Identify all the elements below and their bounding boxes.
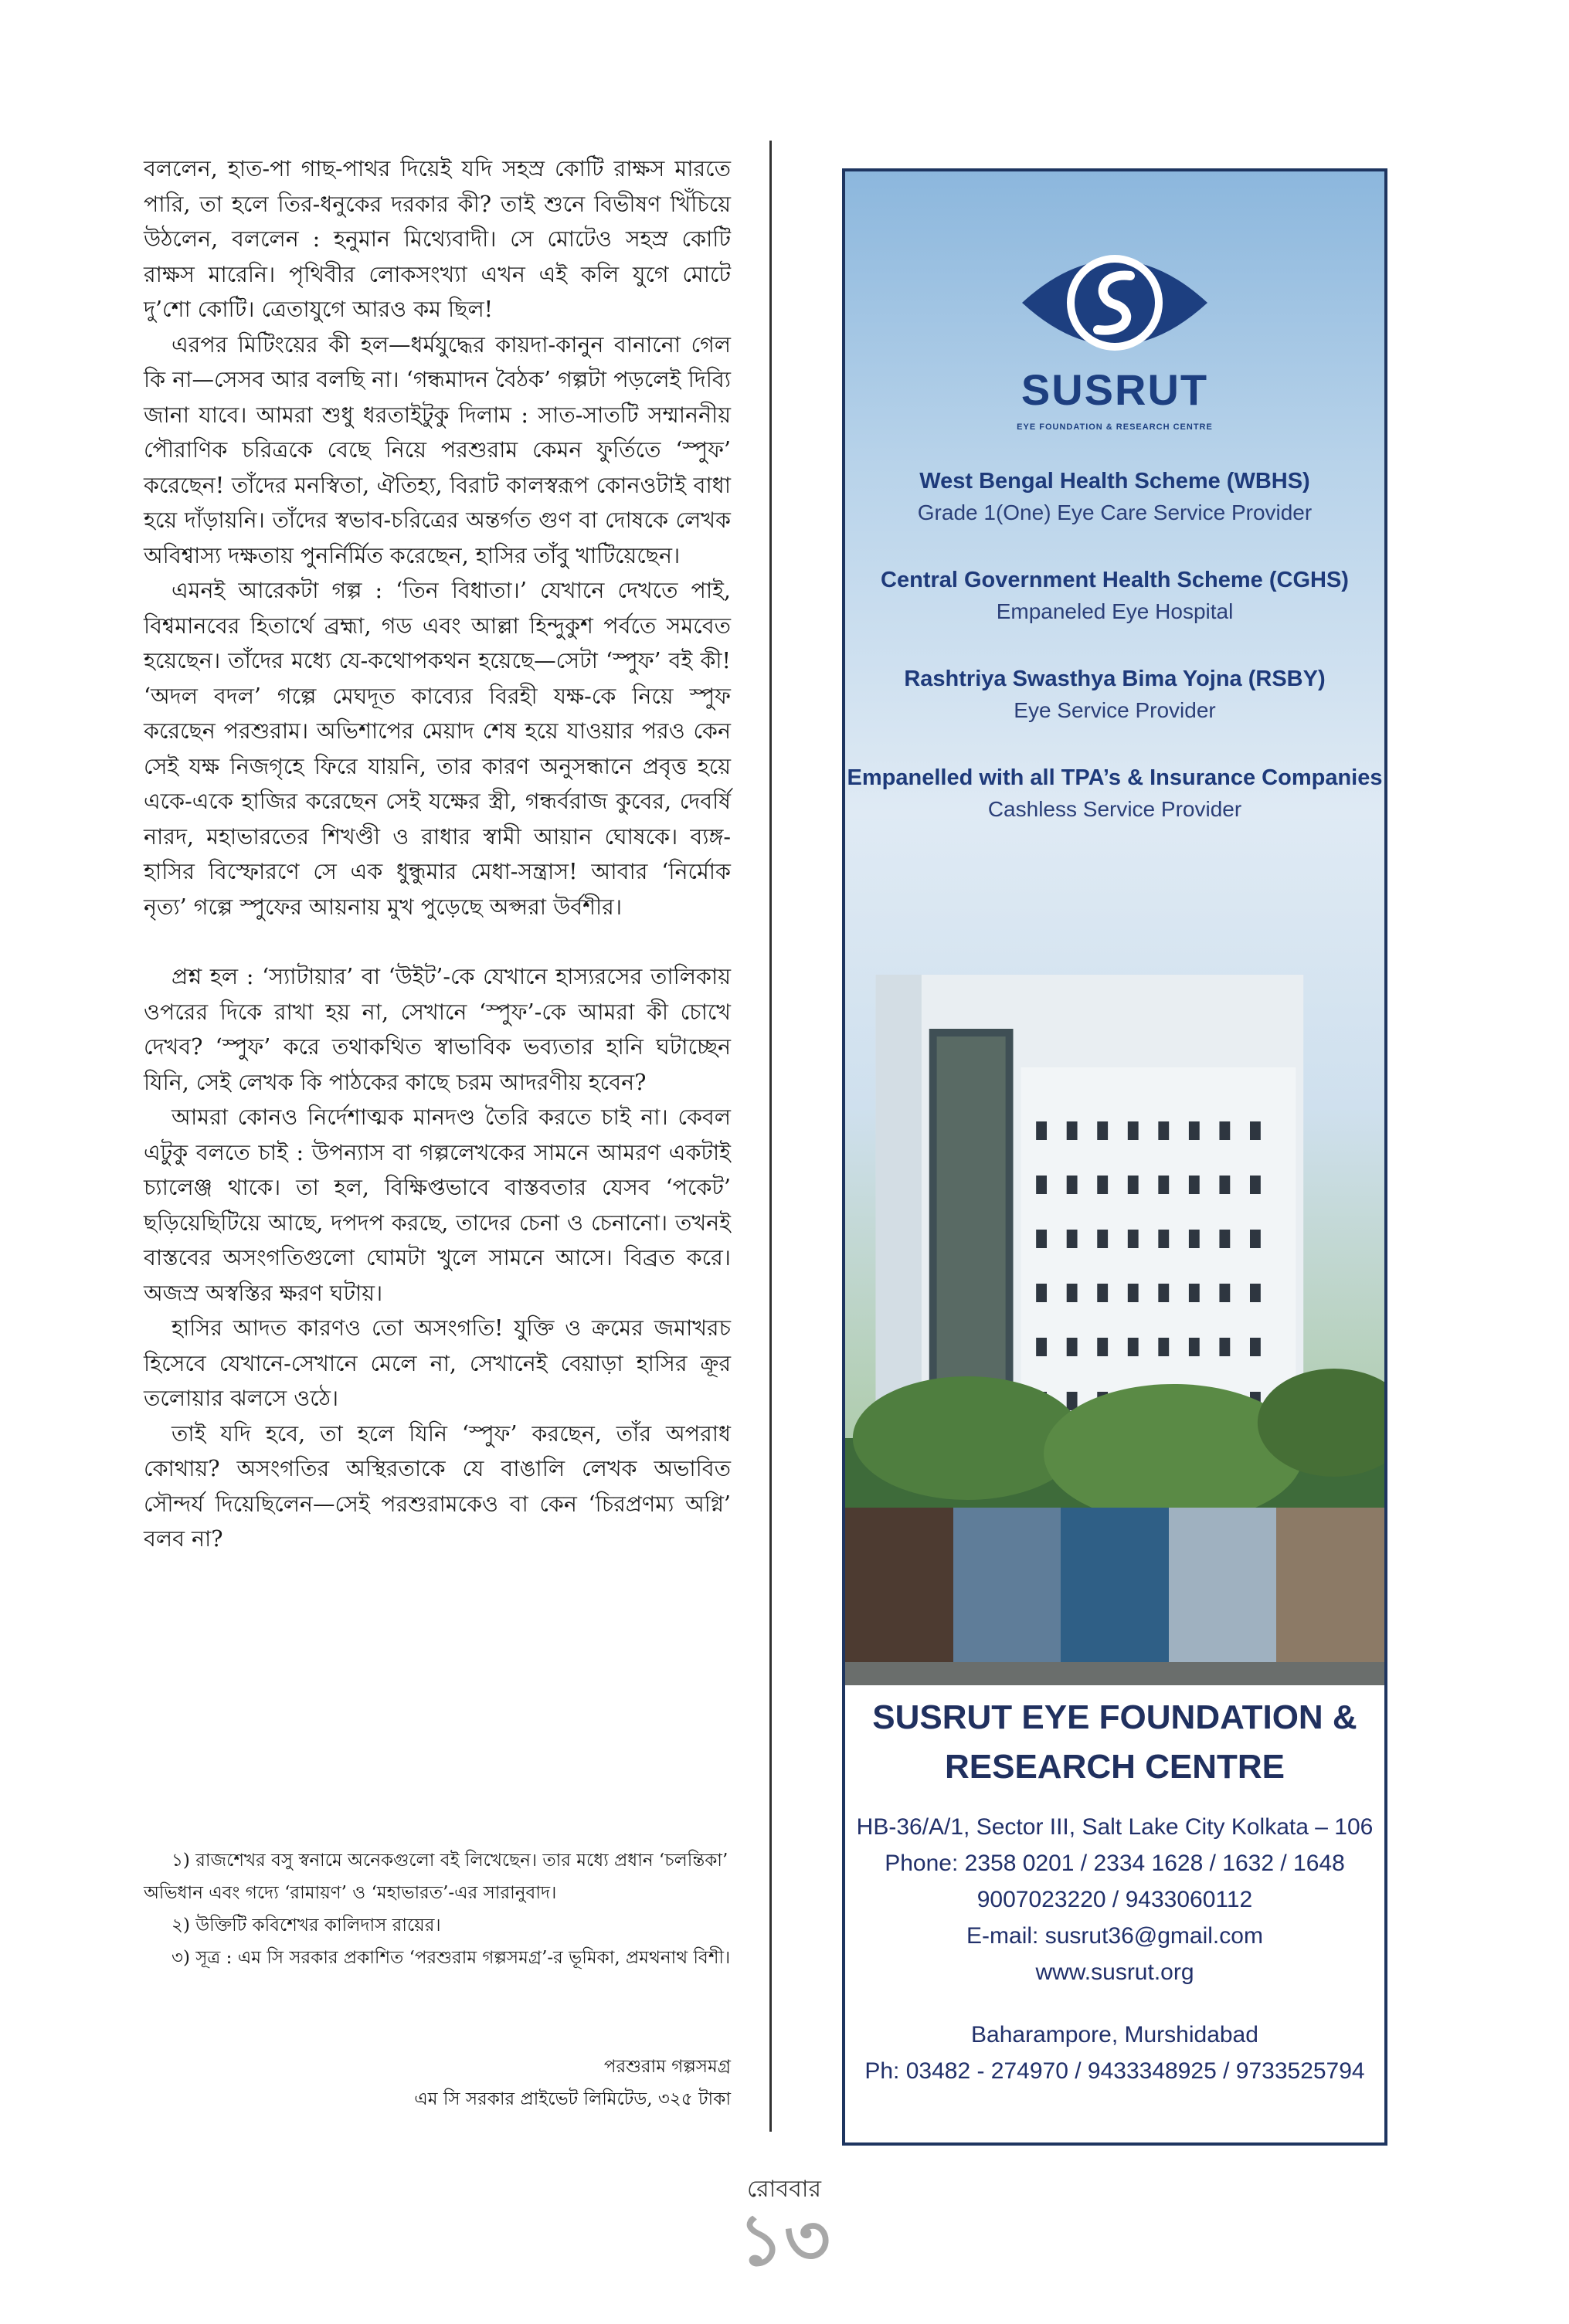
email: E-mail: susrut36@gmail.com (966, 1923, 1263, 1949)
article-paragraph: বললেন, হাত-পা গাছ-পাথর দিয়েই যদি সহস্র কোটি রাক্ষস মারতে পারি, তা হলে তির-ধনুকের দরকার কী? তাই শুনে বিভীষণ খিঁচিয়ে উঠলেন, বললেন : হনুমান মিথ্যেবাদী। সে মোটেও সহস্র কোটি রাক্ষস মারেনি। পৃথিবীর লোকসংখ্যা এখন এই কলি যুগে মোটে দু’শো কোটি। ত্রেতাযুগে আরও কম ছিল! (144, 156, 731, 322)
article-paragraph: আমরা কোনও নির্দেশাত্মক মানদণ্ড তৈরি করতে চাই না। কেবল এটুকু বলতে চাই : উপন্যাস বা গল্পলেখকের সামনে আমরণ একটাই চ্যালেঞ্জ থাকে। তা হল, বিক্ষিপ্তভাবে বাস্তবতার যেসব ‘পকেট’ ছড়িয়েছিটিয়ে আছে, দপদপ করছে, তাদের চেনা ও চেনানো। তখনই বাস্তবের অসংগতিগুলো ঘোমটা খুলে সামনে আসে। বিব্রত করে। অজস্র অস্বস্তির ক্ষরণ ঘটায়। (144, 1104, 731, 1306)
scheme-cghs (845, 564, 1384, 627)
article-paragraph: হাসির আদত কারণও তো অসংগতি! যুক্তি ও ক্রমের জমাখরচ হিসেবে যেখানে-সেখানে মেলে না, সেখানেই বেয়াড়া হাসির ক্রূর তলোয়ার ঝলসে ওঠে। (144, 1315, 731, 1411)
magazine-name: রোববার (747, 2176, 821, 2203)
book-publisher: এম সি সরকার প্রাইভেট লিমিটেড, ৩২৫ টাকা (414, 2089, 731, 2109)
equipment-photo (1169, 1508, 1277, 1662)
mobile: 9007023220 / 9433060112 (976, 1887, 1253, 1912)
book-title: পরশুরাম গল্পসমগ্র (603, 2057, 731, 2077)
footnotes (144, 1844, 731, 1974)
scheme-title: West Bengal Health Scheme (WBHS) (919, 469, 1310, 494)
ad-brand-name: SUSRUT (1021, 365, 1209, 414)
article-paragraph: এরপর মিটিংয়ের কী হল—ধর্মযুদ্ধের কায়দা-কানুন বানানো গেল কি না—সেসব আর বলছি না। ‘গন্ধমাদন বৈঠক’ গল্পটা পড়লেই দিব্যি জানা যাবে। আমরা শুধু ধরতাইটুকু দিলাম : সাত-সাতটি সম্মাননীয় পৌরাণিক চরিত্রকে বেছে নিয়ে পরশুরাম কেমন ফুর্তিতে ‘স্পুফ’ করেছেন! তাঁদের মনস্বিতা, ঐতিহ্য, বিরাট কালস্বরূপ কোনওটাই বাধা হয়ে দাঁড়ায়নি। তাঁদের স্বভাব-চরিত্রের অন্তর্গত গুণ বা দোষকে লেখক অবিশ্বাস্য দক্ষতায় পুনর্নির্মিত করেছেন, হাসির তাঁবু খাটিয়েছেন। (144, 331, 731, 568)
scheme-subtitle: Empaneled Eye Hospital (996, 599, 1234, 623)
footnote: ২) উক্তিটি কবিশেখর কালিদাস রায়ের। (172, 1915, 441, 1936)
address: HB-36/A/1, Sector III, Salt Lake City Kolkata – 106 (856, 1814, 1374, 1840)
branch: Baharampore, Murshidabad (971, 2022, 1258, 2047)
ad-photo-strip (845, 1508, 1384, 1662)
contact-block (845, 1809, 1384, 2089)
column-divider (769, 141, 772, 2132)
eye-exam-photo (953, 1508, 1061, 1662)
scheme-title: Rashtriya Swasthya Bima Yojna (RSBY) (904, 667, 1326, 691)
scheme-title: Central Government Health Scheme (CGHS) (881, 568, 1349, 592)
article-body (144, 151, 731, 1557)
footnote: ৩) সূত্র : এম সি সরকার প্রকাশিত ‘পরশুরাম গল্পসমগ্র’-র ভূমিকা, প্রমথনাথ বিশী। (172, 1948, 731, 1968)
waiting-room-photo (1276, 1508, 1384, 1662)
phone: Phone: 2358 0201 / 2334 1628 / 1632 / 1648 (885, 1851, 1345, 1876)
article-paragraph: প্রশ্ন হল : ‘স্যাটায়ার’ বা ‘উইট’-কে যেখানে হাস্যরসের তালিকায় ওপরের দিকে রাখা হয় না, সেখানে ‘স্পুফ’-কে আমরা কী চোখে দেখব? ‘স্পুফ’ করে তথাকথিত স্বাভাবিক ভব্যতার হানি ঘটাচ্ছেন যিনি, সেই লেখক কি পাঠকের কাছে চরম আদরণীয় হবেন? (144, 964, 731, 1095)
surgery-photo (1061, 1508, 1169, 1662)
page-footer (680, 2174, 888, 2282)
footnote: ১) রাজশেখর বসু স্বনামে অনেকগুলো বই লিখেছেন। তার মধ্যে প্রধান ‘চলন্তিকা’ অভিধান এবং গদ্যে ‘রামায়ণ’ ও ‘মহাভারত’-এর সারানুবাদ। (144, 1851, 728, 1903)
ad-brand-subtitle: EYE FOUNDATION & RESEARCH CENTRE (1017, 422, 1213, 432)
scheme-subtitle: Cashless Service Provider (987, 797, 1242, 821)
scheme-rsby (845, 663, 1384, 726)
scheme-subtitle: Eye Service Provider (1014, 698, 1216, 722)
scheme-tpa (845, 762, 1384, 825)
patient-photo (845, 1508, 953, 1662)
scheme-wbhs (845, 465, 1384, 528)
book-info (144, 2051, 731, 2115)
article-paragraph: এমনই আরেকটা গল্প : ‘তিন বিধাতা।’ যেখানে দেখতে পাই, বিশ্বমানবের হিতার্থে ব্রহ্মা, গড এবং আল্লা হিন্দুকুশ পর্বতে সমবেত হয়েছেন। তাঁদের মধ্যে যে-কথোপকথন হয়েছে—সেটা ‘স্পুফ’ বই কী! ‘অদল বদল’ গল্পে মেঘদূত কাব্যের বিরহী যক্ষ-কে নিয়ে স্পুফ করেছেন পরশুরাম। অভিশাপের মেয়াদ শেষ হয়ে যাওয়ার পরও কেন সেই যক্ষ নিজগৃহে ফিরে যায়নি, তার কারণ অনুসন্ধানে প্রবৃত্ত হয়ে একে-একে হাজির করেছেন সেই যক্ষের স্ত্রী, গন্ধর্বরাজ কুবের, দেবর্ষি নারদ, মহাভারতের শিখণ্ডী ও রাধার স্বামী আয়ান ঘোষকে। ব্যঙ্গ-হাসির বিস্ফোরণে সে এক ধুন্ধুমার মেধা-সন্ত্রাস! আবার ‘নির্মোক নৃত্য’ গল্পে স্পুফের আয়নায় মুখ পুড়েছে অপ্সরা উর্বশীর। (144, 578, 731, 920)
article-paragraph: তাই যদি হবে, তা হলে যিনি ‘স্পুফ’ করছেন, তাঁর অপরাধ কোথায়? অসংগতির অস্থিরতাকে যে বাঙালি লেখক অভাবিত সৌন্দর্য দিয়েছিলেন—সেই পরশুরামকেও বা কেন ‘চিরপ্রণম্য অগ্নি’ বলব না? (144, 1420, 731, 1552)
scheme-title: Empanelled with all TPA’s & Insurance Companies (847, 765, 1383, 790)
branch-phone: Ph: 03482 - 274970 / 9433348925 / 9733525794 (864, 2058, 1365, 2084)
foundation-name-line2: RESEARCH CENTRE (944, 1748, 1285, 1786)
susrut-advertisement (842, 168, 1387, 2146)
foundation-name-line1: SUSRUT EYE FOUNDATION & (872, 1698, 1357, 1736)
scheme-subtitle: Grade 1(One) Eye Care Service Provider (917, 500, 1313, 524)
website: www.susrut.org (1035, 1959, 1194, 1985)
foundation-name (845, 1693, 1384, 1792)
eye-logo-icon (845, 241, 1384, 368)
page-number: ১৩ (738, 2198, 830, 2282)
